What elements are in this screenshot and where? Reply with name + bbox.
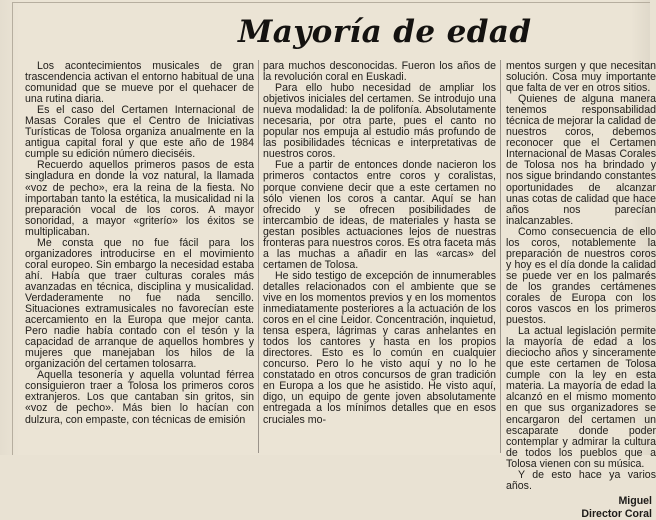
article-headline: Mayoría de edad xyxy=(238,14,532,50)
paragraph: Recuerdo aquellos primeros pasos de esta singladura en donde la voz natural, la llamada «voz de pecho», era la reina de la fiesta. No importaban tanto la estética, la musicalidad ni la preparación vocal de los coros. A mayor sonoridad, a mayor «griterío» los éxitos se multiplicaban. xyxy=(25,159,254,238)
top-border-rule xyxy=(12,2,650,3)
article-column-1 xyxy=(25,61,254,453)
paragraph: Es el caso del Certamen Internacional de Masas Corales que el Centro de Iniciativas Turísticas de Tolosa organiza anualmente en la antigua capital foral y que este año de 1984 cumple su edición número dieciséis. xyxy=(25,104,254,161)
author-signature: Miguel xyxy=(618,494,652,507)
article-column-2 xyxy=(263,61,496,453)
author-title: Director Coral xyxy=(581,507,652,520)
paragraph: Me consta que no fue fácil para los organizadores introducirse en el movimiento coral europeo. Sin embargo la necesidad estaba ahí. Había que traer culturas corales más avanzadas en técnica, disciplina y musicalidad. Verdaderamente no fue nada sencillo. Situaciones extramusicales no favorecían este acercamiento en la Europa que mejor canta. Pero nadie había contado con el tesón y la capacidad de arranque de aquellos hombres y mujeres que manejaban los hilos de la organización del certamen tolosarra. xyxy=(25,236,254,371)
paragraph: Quienes de alguna manera tenemos responsabilidad técnica de mejorar la calidad de nuestros coros, debemos reconocer que el Certamen Internacional de Masas Corales de Tolosa nos ha brindado y nos sigue brindando constantes oportunidades de alcanzar unas cotas de calidad que hace años nos parecían inalcanzables. xyxy=(506,93,656,227)
paragraph: Para ello hubo necesidad de ampliar los objetivos iniciales del certamen. Se introdujo una nueva modalidad: la de polifonía. Absolutamente necesaria, por otra parte, pues el canto no popular nos empuja al estudio más profundo de las posibilidades técnicas e interpretativas de nuestros coros. xyxy=(263,82,496,161)
paragraph: Aquella tesonería y aquella voluntad férrea consiguieron traer a Tolosa los primeros coros extranjeros. Los que cantaban sin gritos, sin «voz de pecho». Más bien lo hacían con dulzura, con empaste, con técnicas de emisión xyxy=(25,369,254,426)
article-column-3 xyxy=(506,60,656,520)
paragraph: Los acontecimientos musicales de gran trascendencia activan el entorno habitual de una comunidad que se mueve por el quehacer de una rutina diaria. xyxy=(25,60,254,106)
column-divider-2 xyxy=(500,60,501,453)
paragraph: para muchos desconocidas. Fueron los años de la revolución coral en Euskadi. xyxy=(263,60,496,84)
paragraph: He sido testigo de excepción de innumerables detalles relacionados con el ambiente que se vive en los momentos previos y en los momentos inmediatamente posteriores a la actuación de los coros en el cine Leidor. Concentración, inquietud, tensa espera, lágrimas y caras anhelantes en todos los cantores y hasta en los propios directores. Esto es lo común en cualquier concurso. Pero lo he visto aquí y no lo he constatado en otros concursos de gran tradición en Europa a los que he asistido. He visto aquí, digo, un equipo de gente joven absolutamente entregada a los mínimos detalles que en esos cruciales mo- xyxy=(263,269,496,426)
paragraph: Como consecuencia de ello los coros, notablemente la preparación de nuestros coros y hoy es el día donde la calidad se puede ver en los palmarés de los grandes certámenes corales de Europa con los coros vascos en los primeros puestos. xyxy=(506,225,656,327)
paragraph: La actual legislación permite la mayoría de edad a los dieciocho años y sinceramente que este certamen de Tolosa cumple con la ley en esta materia. La mayoría de edad la alcanzó en el mismo momento en que sus organizadores se encargaron del certamen un escaparate donde poder contemplar y admirar la cultura de todos los pueblos que a Tolosa vienen con su música. xyxy=(506,325,656,470)
left-border-rule xyxy=(12,2,13,455)
paragraph: Fue a partir de entonces donde nacieron los primeros contactos entre coros y coralistas, porque conviene decir que a este certamen no sólo vienen los coros a cantar. Aquí se han ofrecido y se ofrecen posibilidades de intercambio de ideas, de materiales y hasta se gestan posibles actuaciones lejos de nuestras fronteras para nuestros coros. Es otra faceta más a las muchas a añadir en las «arcas» del certamen de Tolosa. xyxy=(263,159,496,271)
column-divider-1 xyxy=(258,60,259,453)
paragraph: Y de esto hace ya varios años. xyxy=(506,468,656,492)
paragraph: mentos surgen y que necesitan solución. Cosa muy importante que falta de ver en otros sitios. xyxy=(506,60,656,95)
